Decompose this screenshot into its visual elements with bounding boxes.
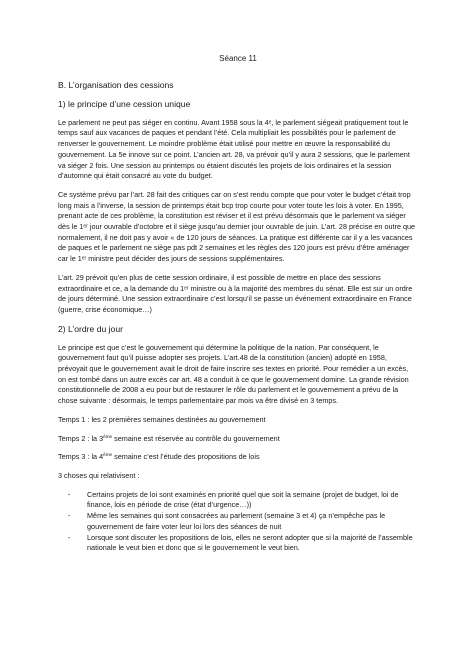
temps-3-superscript: ème xyxy=(103,452,113,458)
temps-2-superscript: ème xyxy=(103,433,113,439)
temps-2-suffix: semaine est réservée au contrôle du gouvernement xyxy=(112,433,280,443)
subsection-heading-2: 2) L’ordre du jour xyxy=(58,323,123,334)
section-heading-b: B. L’organisation des cessions xyxy=(58,79,174,90)
temps-line-3 xyxy=(58,452,418,463)
paragraph-article-29: L’art. 29 prévoit qu’en plus de cette session ordinaire, il est possible de mettre en place des sessions extraordinaire et ce, a la demande du 1ᵉʳ ministre ou à la majorité des membres du sénat. Elle est sur un ordre de jours déterminé. Une session extraordinaire c’est lorsqu’il se passe un événement extraordinaire en France (guerre, crise économique…) xyxy=(58,272,413,314)
list-item: - Lorsque sont discuter les propositions de lois, elles ne seront adopter que si la majorité de l’assemble nationale le veut bien et donc que si le gouvernement le veut bien. xyxy=(58,533,418,554)
temps-3-suffix: semaine c’est l’étude des propositions de lois xyxy=(112,452,260,462)
list-intro: 3 choses qui relativisent : xyxy=(58,470,140,480)
temps-1-text: Temps 1 : les 2 premières semaines destinées au gouvernement xyxy=(58,414,266,424)
page-title: Séance 11 xyxy=(219,54,257,63)
paragraph-ordre-du-jour: Le principe est que c’est le gouvernement qui détermine la politique de la nation. Par conséquent, le gouvernement faut qu’il puisse adopter ses projets. L’art.48 de la constitution (ancien) adopté en 1958, prévoyait que le gouvernement avait le droit de faire inscrire ses textes en priorité. Pour remédier a un excès, on est tombé dans un autre excès car art. 48 a conduit à ce que le gouvernement domine. La grande révision constitutionnelle de 2008 a eu pour but de restaurer le rôle du parlement et le gouvernement a prévu de la chose suivante : désormais, le temps parlementaire par mois va être divisé en 3 temps. xyxy=(58,342,409,406)
list-item: - Même les semaines qui sont consacrées au parlement (semaine 3 et 4) ça n’empêche pas le gouvernement de faire voter leur loi lors des séances de nuit xyxy=(58,511,418,532)
temps-3-prefix: Temps 3 : la 4 xyxy=(58,452,104,462)
temps-line-2 xyxy=(58,434,418,445)
temps-line-1 xyxy=(58,415,418,426)
temps-2-prefix: Temps 2 : la 3 xyxy=(58,433,104,443)
list-item: - Certains projets de loi sont examinés en priorité quel que soit la semaine (projet de budget, loi de finance, lois en période de crise (état d’urgence…)) xyxy=(58,490,418,511)
paragraph-article-28: Ce système prévu par l’art. 28 fait des critiques car on s’est rendu compte que pour voter le budget c’était trop long mais a l’inverse, la session de printemps était bcp trop courte pour voter toute les lois à voter. En 1995, prenant acte de ces problème, la constitution est réviser et il est prévu désormais que le parlement va siéger dès le 1ᵉʳ jour ouvrable d’octobre et il siège jusqu’au dernier jour ouvrable de juin. L’art. 28 précise en outre que normalement, il ne doit pas y avoir « de 120 jours de séances. La pratique est différente car il y a les vacances de paques et le parlement ne siège pas pdt 2 semaines et les règles des 120 jours est prévu d’être aménager car le 1ᵉʳ ministre peut décider des jours de sessions supplémentaires. xyxy=(58,189,416,264)
relativisation-list xyxy=(58,490,418,554)
paragraph-sessions-history: Le parlement ne peut pas siéger en continu. Avant 1958 sous la 4ᵉ, le parlement siégeait pratiquement tout le temps sauf aux vacances de paques et pendant l’été. Cela multipliait les possibilités pour le parlement de renverser le gouvernement. Le moindre problème était utilisé pour mettre en œuvre la responsabilité du gouvernement. La 5e innove sur ce point. L’ancien art. 28, va prévoir qu’il y aura 2 sessions, que le parlement va siéger 2 fois. Une session au printemps ou étaient discutés les projets de lois ordinaires et la session d’automne qui était consacré au vote du budget. xyxy=(58,117,410,181)
subsection-heading-1: 1) le principe d’une cession unique xyxy=(58,98,191,109)
